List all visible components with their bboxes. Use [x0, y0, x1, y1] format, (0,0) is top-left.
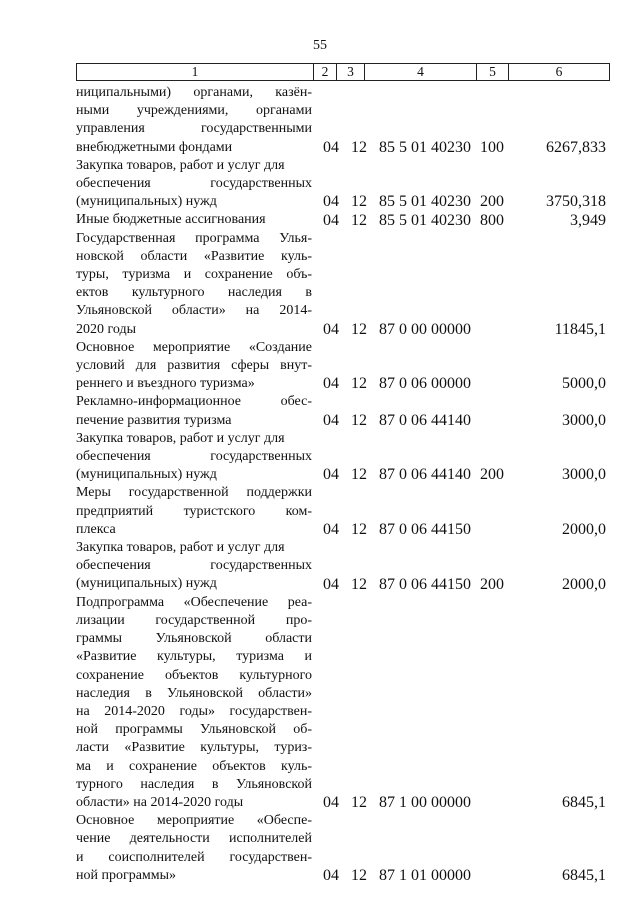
subsection-code: 12 — [351, 466, 367, 484]
description-line: наследия в Ульяновской области» — [76, 685, 312, 701]
table-row — [76, 430, 610, 485]
subsection-code: 12 — [351, 193, 367, 211]
expense-type-code: 100 — [480, 138, 504, 156]
table-row — [76, 157, 610, 212]
description-line: Рекламно-информационное обес- — [76, 394, 312, 410]
page-number: 55 — [313, 38, 327, 53]
description-line: области» на 2014-2020 годы — [76, 794, 244, 810]
target-article-code: 87 1 00 00000 — [379, 794, 471, 812]
table-body — [76, 84, 610, 885]
target-article-code: 85 5 01 40230 — [379, 193, 471, 211]
expense-type-code: 200 — [480, 466, 504, 484]
description-line: обеспечения государственных — [76, 558, 312, 574]
row-description — [76, 393, 312, 429]
row-description — [76, 84, 312, 157]
table-row — [76, 484, 610, 539]
description-line: условий для развития сферы внут- — [76, 358, 312, 374]
section-code: 04 — [323, 138, 339, 156]
description-line: граммы Ульяновской области — [76, 631, 312, 647]
amount: 6845,1 — [562, 794, 606, 812]
subsection-code: 12 — [351, 866, 367, 884]
description-line: чение деятельности исполнителей — [76, 831, 312, 847]
description-line: (муниципальных) нужд — [76, 467, 217, 483]
subsection-code: 12 — [351, 320, 367, 338]
section-code: 04 — [323, 794, 339, 812]
target-article-code: 87 0 06 44150 — [379, 521, 471, 539]
description-line: ной программы» — [76, 867, 177, 883]
section-code: 04 — [323, 466, 339, 484]
description-line: (муниципальных) нужд — [76, 194, 217, 210]
description-line: реннего и въездного туризма» — [76, 376, 255, 392]
section-code: 04 — [323, 866, 339, 884]
description-line: ектов культурного наследия в — [76, 285, 312, 301]
description-line: управления государственными — [76, 121, 312, 137]
amount: 6267,833 — [546, 138, 606, 156]
description-line: ласти «Развитие культуры, туриз- — [76, 740, 312, 756]
row-description — [76, 484, 312, 539]
row-description — [76, 594, 312, 812]
description-line: Закупка товаров, работ и услуг для — [76, 540, 285, 556]
row-description — [76, 211, 312, 229]
target-article-code: 87 0 06 00000 — [379, 375, 471, 393]
section-code: 04 — [323, 411, 339, 429]
table-row — [76, 393, 610, 429]
target-article-code: 85 5 01 40230 — [379, 138, 471, 156]
subsection-code: 12 — [351, 411, 367, 429]
description-line: на 2014-2020 годы» государствен- — [76, 703, 312, 719]
target-article-code: 87 0 00 00000 — [379, 320, 471, 338]
description-line: 2020 годы — [76, 321, 137, 337]
section-code: 04 — [323, 575, 339, 593]
header-col-5: 5 — [477, 64, 509, 80]
subsection-code: 12 — [351, 794, 367, 812]
header-col-3: 3 — [337, 64, 365, 80]
table-row — [76, 230, 610, 339]
description-line: ма и сохранение объектов куль- — [76, 758, 312, 774]
subsection-code: 12 — [351, 521, 367, 539]
description-line: Государственная программа Улья- — [76, 230, 312, 246]
table-row — [76, 594, 610, 812]
table-row — [76, 211, 610, 229]
subsection-code: 12 — [351, 211, 367, 229]
header-col-6: 6 — [555, 64, 563, 79]
expense-type-code: 200 — [480, 575, 504, 593]
description-line: предприятий туристского ком- — [76, 503, 312, 519]
row-description — [76, 430, 312, 485]
expense-type-code: 200 — [480, 193, 504, 211]
amount: 2000,0 — [562, 575, 606, 593]
description-line: Основное мероприятие «Создание — [76, 339, 312, 355]
description-line: сохранение объектов культурного — [76, 667, 312, 683]
section-code: 04 — [323, 320, 339, 338]
description-line: Подпрограмма «Обеспечение реа- — [76, 594, 312, 610]
table-row — [76, 812, 610, 885]
header-col-4: 4 — [365, 64, 477, 80]
description-line: ными учреждениями, органами — [76, 103, 312, 119]
amount: 11845,1 — [554, 320, 606, 338]
description-line: туры, туризма и сохранение объ- — [76, 267, 312, 283]
target-article-code: 87 0 06 44140 — [379, 411, 471, 429]
description-line: ной программы Ульяновской об- — [76, 722, 312, 738]
table-row — [76, 539, 610, 594]
description-line: новской области «Развитие куль- — [76, 248, 312, 264]
description-line: обеспечения государственных — [76, 176, 312, 192]
description-line: внебюджетными фондами — [76, 139, 233, 155]
target-article-code: 85 5 01 40230 — [379, 211, 471, 229]
row-description — [76, 339, 312, 394]
amount: 3000,0 — [562, 466, 606, 484]
description-line: Иные бюджетные ассигнования — [76, 212, 266, 228]
amount: 6845,1 — [562, 866, 606, 884]
subsection-code: 12 — [351, 575, 367, 593]
table-row — [76, 84, 610, 157]
row-description — [76, 812, 312, 885]
section-code: 04 — [323, 193, 339, 211]
target-article-code: 87 1 01 00000 — [379, 866, 471, 884]
subsection-code: 12 — [351, 375, 367, 393]
description-line: (муниципальных) нужд — [76, 576, 217, 592]
subsection-code: 12 — [351, 138, 367, 156]
amount: 5000,0 — [562, 375, 606, 393]
header-col-2: 2 — [314, 64, 337, 80]
table-row — [76, 339, 610, 394]
description-line: и соисполнителей государствен- — [76, 849, 312, 865]
description-line: Закупка товаров, работ и услуг для — [76, 430, 285, 446]
description-line: турного наследия в Ульяновской — [76, 776, 312, 792]
expense-type-code: 800 — [480, 211, 504, 229]
description-line: «Развитие культуры, туризма и — [76, 649, 312, 665]
description-line: ниципальными) органами, казён- — [76, 85, 312, 100]
description-line: обеспечения государственных — [76, 449, 312, 465]
section-code: 04 — [323, 375, 339, 393]
amount: 3,949 — [570, 211, 606, 229]
description-line: Закупка товаров, работ и услуг для — [76, 157, 285, 173]
target-article-code: 87 0 06 44140 — [379, 466, 471, 484]
row-description — [76, 157, 312, 212]
description-line: Основное мероприятие «Обеспе- — [76, 813, 312, 829]
description-line: лизации государственной про- — [76, 612, 312, 628]
target-article-code: 87 0 06 44150 — [379, 575, 471, 593]
description-line: Ульяновской области» на 2014- — [76, 303, 312, 319]
table-header — [76, 63, 610, 81]
section-code: 04 — [323, 211, 339, 229]
row-description — [76, 230, 312, 339]
section-code: 04 — [323, 521, 339, 539]
amount: 3000,0 — [562, 411, 606, 429]
header-col-1: 1 — [77, 64, 314, 80]
amount: 2000,0 — [562, 521, 606, 539]
description-line: плекса — [76, 521, 116, 537]
description-line: Меры государственной поддержки — [76, 485, 312, 501]
description-line: печение развития туризма — [76, 412, 232, 428]
amount: 3750,318 — [546, 193, 606, 211]
row-description — [76, 539, 312, 594]
